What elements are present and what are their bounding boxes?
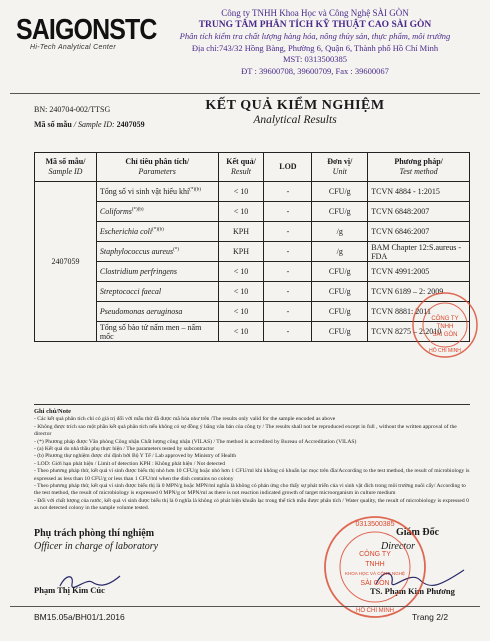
unit-cell: CFU/g	[312, 322, 368, 342]
result-cell: < 10	[218, 182, 264, 202]
logo-text: SAIGONSTC	[16, 14, 157, 46]
table-row	[35, 182, 470, 202]
notes-list	[34, 416, 470, 512]
note-item: - (b) Phương thự nghiệm được chỉ định bởi Bộ Y Tế / Lab approved by Ministry of Health	[34, 453, 237, 460]
stamp-city: HỒ CHÍ MINH	[356, 608, 394, 614]
note-item: - LOD: Giới hạn phát hiện / Limit of detection KPH : Không phát hiện / Not detected	[34, 460, 226, 467]
method-cell: TCVN 4884 - 1:2015	[368, 182, 470, 202]
parameter-cell: Escherichia coli$^{(*)(b)}$	[96, 222, 218, 242]
logo-subtitle: Hi-Tech Analytical Center	[30, 44, 116, 51]
method-cell: TCVN 8275 – 2:2010	[368, 322, 470, 342]
footer-divider	[10, 606, 480, 607]
company-tax-code: MST: 0313500385	[282, 54, 348, 64]
lod-cell: -	[264, 222, 312, 242]
company-stamp-small	[410, 290, 480, 360]
company-scope: Phân tích kiểm tra chất lượng hàng hóa, nông thủy sản, thực phẩm, môi trường	[179, 31, 451, 41]
header-result: Kết quả/ Result	[218, 153, 264, 182]
company-info	[150, 8, 480, 77]
unit-cell: CFU/g	[312, 262, 368, 282]
document-title	[150, 98, 440, 126]
lod-cell: -	[264, 262, 312, 282]
lod-cell: -	[264, 282, 312, 302]
page-number: Trang 2/2	[412, 612, 449, 622]
stamp-small-line2: TNHH	[436, 324, 454, 330]
company-logo	[16, 14, 157, 51]
table-header-row	[35, 153, 470, 182]
sample-id-label-en: / Sample ID:	[73, 120, 115, 129]
header-sample-id: Mã số mẫu/ Sample ID	[35, 153, 97, 182]
method-cell: TCVN 6189 – 2: 2009	[368, 282, 470, 302]
parameter-cell: Tổng số bào tử nấm men – nấm mốc	[96, 322, 218, 342]
note-item: - (*) Phương pháp được Văn phòng Công nhận Chất lượng công nhận (VILAS) / The method is accredited by Bureau of Accreditation (VILAS)	[34, 438, 357, 445]
unit-cell: CFU/g	[312, 302, 368, 322]
header-unit: Đơn vị/ Unit	[312, 153, 368, 182]
results-table	[34, 152, 470, 342]
header-divider	[10, 93, 480, 94]
stamp-code: 0313500385	[355, 521, 395, 528]
director-title: Giám Đốc	[396, 527, 440, 538]
note-item: - Không được trích sao một phần kết quả phân tích nếu không có sự đồng ý bằng văn bản của công ty / The results shall not be reproduced except in full , without the written approval of the director	[34, 423, 457, 438]
result-cell: < 10	[218, 322, 264, 342]
unit-cell: /g	[312, 242, 368, 262]
table-row	[35, 222, 470, 242]
note-item: - Theo phương pháp thử, kết quả vi sinh được biểu thị là 0 MPN/g hoặc MPN/ml nghĩa là không có phản ứng cho thấy sự phát triển của vi sinh vật đích trong môi trường nuôi cấy/ According to the test method, the result of microbiology is expressed 0 MPN/g or MPN/ml as there is not reaction indicated growth of target microorganism in culture medium	[34, 483, 466, 497]
title-vi: KẾT QUẢ KIỂM NGHIỆM	[205, 98, 385, 113]
lod-cell: -	[264, 182, 312, 202]
header-test-method: Phương pháp/ Test method	[368, 153, 470, 182]
note-item: - (a) Kết quả do nhà thầu phụ thực hiện / The parameters tested by subcontractor	[34, 446, 215, 453]
table-row	[35, 302, 470, 322]
table-row	[35, 262, 470, 282]
unit-cell: CFU/g	[312, 202, 368, 222]
parameter-cell: Tổng số vi sinh vật hiếu khí$^{(*)(b)}$	[96, 182, 218, 202]
company-phone: ĐT : 39600708, 39600709, Fax : 39600067	[241, 65, 389, 76]
stamp-line1: CÔNG TY	[359, 551, 391, 558]
parameter-cell: Pseudomonas aeruginosa	[96, 302, 218, 322]
unit-cell: /g	[312, 222, 368, 242]
sample-id-line	[34, 120, 145, 129]
sample-id-value: 2407059	[116, 120, 145, 129]
result-cell: < 10	[218, 202, 264, 222]
parameter-cell: Clostridium perfringens	[96, 262, 218, 282]
result-cell: < 10	[218, 302, 264, 322]
method-cell: TCVN 8881: 2011	[368, 302, 470, 322]
parameter-cell: Streptococci faecal	[96, 282, 218, 302]
note-item: - Theo phương pháp thử, kết quả vi sinh được biểu thị nhỏ hơn 10 CFU/g hoặc nhỏ hơn 1 CFU/ml khi không có khuẩn lạc mọc trên đĩa/According to the test method, the result of microbiology is expressed as less than 10 CFU/g or less than 1 CFU/ml when the dish contains no colony	[34, 468, 470, 482]
stamp-small-line4: SÀI GÒN	[432, 332, 458, 338]
batch-number: BN: 240704-002/TTSG	[34, 105, 111, 114]
result-cell: < 10	[218, 282, 264, 302]
note-item: - Các kết quả phân tích chỉ có giá trị đối với mẫu thử đã được mã hóa như trên /The results only valid for the sample encoded as above	[34, 416, 336, 423]
lod-cell: -	[264, 242, 312, 262]
lab-officer-title-en: Officer in charge of laboratory	[34, 541, 159, 552]
table-row	[35, 242, 470, 262]
stamp-small-city: HỒ CHÍ MINH	[429, 348, 461, 354]
note-item: - Đối với chất lượng của nước, kết quả vi sinh được biểu thị là 0 nghĩa là không có phát hiện khuẩn lạc trong thể tích mẫu được phân tích / Water quality, the result of microbiology is expressed 0 as not detected colony in the sample volume tested.	[34, 497, 469, 512]
header-parameters: Chỉ tiêu phân tích/ Parameters	[96, 153, 218, 182]
stamp-line2: TNHH	[365, 561, 385, 568]
result-cell: KPH	[218, 242, 264, 262]
title-en: Analytical Results	[253, 114, 337, 126]
sample-id-label: Mã số mẫu	[34, 120, 72, 129]
lab-officer-title: Phụ trách phòng thí nghiệm	[34, 528, 155, 539]
method-cell: TCVN 6846:2007	[368, 222, 470, 242]
director-title-en: Director	[381, 541, 416, 552]
method-cell: BAM Chapter 12:S.aureus - FDA	[368, 242, 470, 262]
unit-cell: CFU/g	[312, 282, 368, 302]
form-code: BM15.05a/BH01/1.2016	[34, 612, 125, 622]
lod-cell: -	[264, 322, 312, 342]
lod-cell: -	[264, 302, 312, 322]
center-name: TRUNG TÂM PHÂN TÍCH KỸ THUẬT CAO SÀI GÒN	[198, 19, 432, 30]
company-address: Địa chỉ:743/32 Hồng Bàng, Phường 6, Quận 6, Thành phố Hồ Chí Minh	[191, 42, 439, 53]
sample-id-cell: 2407059	[35, 182, 97, 342]
lod-cell: -	[264, 202, 312, 222]
company-name: Công ty TNHH Khoa Học và Công Nghệ SÀI GÒN	[221, 8, 409, 18]
method-cell: TCVN 6848:2007	[368, 202, 470, 222]
result-cell: KPH	[218, 222, 264, 242]
stamp-small-line1: CÔNG TY	[431, 316, 459, 322]
result-cell: < 10	[218, 262, 264, 282]
lab-officer-name: Phạm Thị Kim Cúc	[34, 585, 105, 595]
table-row	[35, 282, 470, 302]
header-lod: LOD	[264, 153, 312, 182]
stamp-line4: SÀI GÒN	[360, 580, 390, 587]
parameter-cell: Coliforms$^{(*)(b)}$	[96, 202, 218, 222]
unit-cell: CFU/g	[312, 182, 368, 202]
notes-section	[34, 404, 470, 513]
table-row	[35, 202, 470, 222]
director-name: TS. Phạm Kim Phương	[370, 586, 455, 596]
stamp-line3: KHOA HỌC VÀ CÔNG NGHỆ	[344, 571, 406, 576]
parameter-cell: Staphylococcus aureus(*)	[96, 242, 218, 262]
table-row	[35, 322, 470, 342]
notes-title: Ghi chú/Note	[34, 408, 72, 415]
method-cell: TCVN 4991:2005	[368, 262, 470, 282]
